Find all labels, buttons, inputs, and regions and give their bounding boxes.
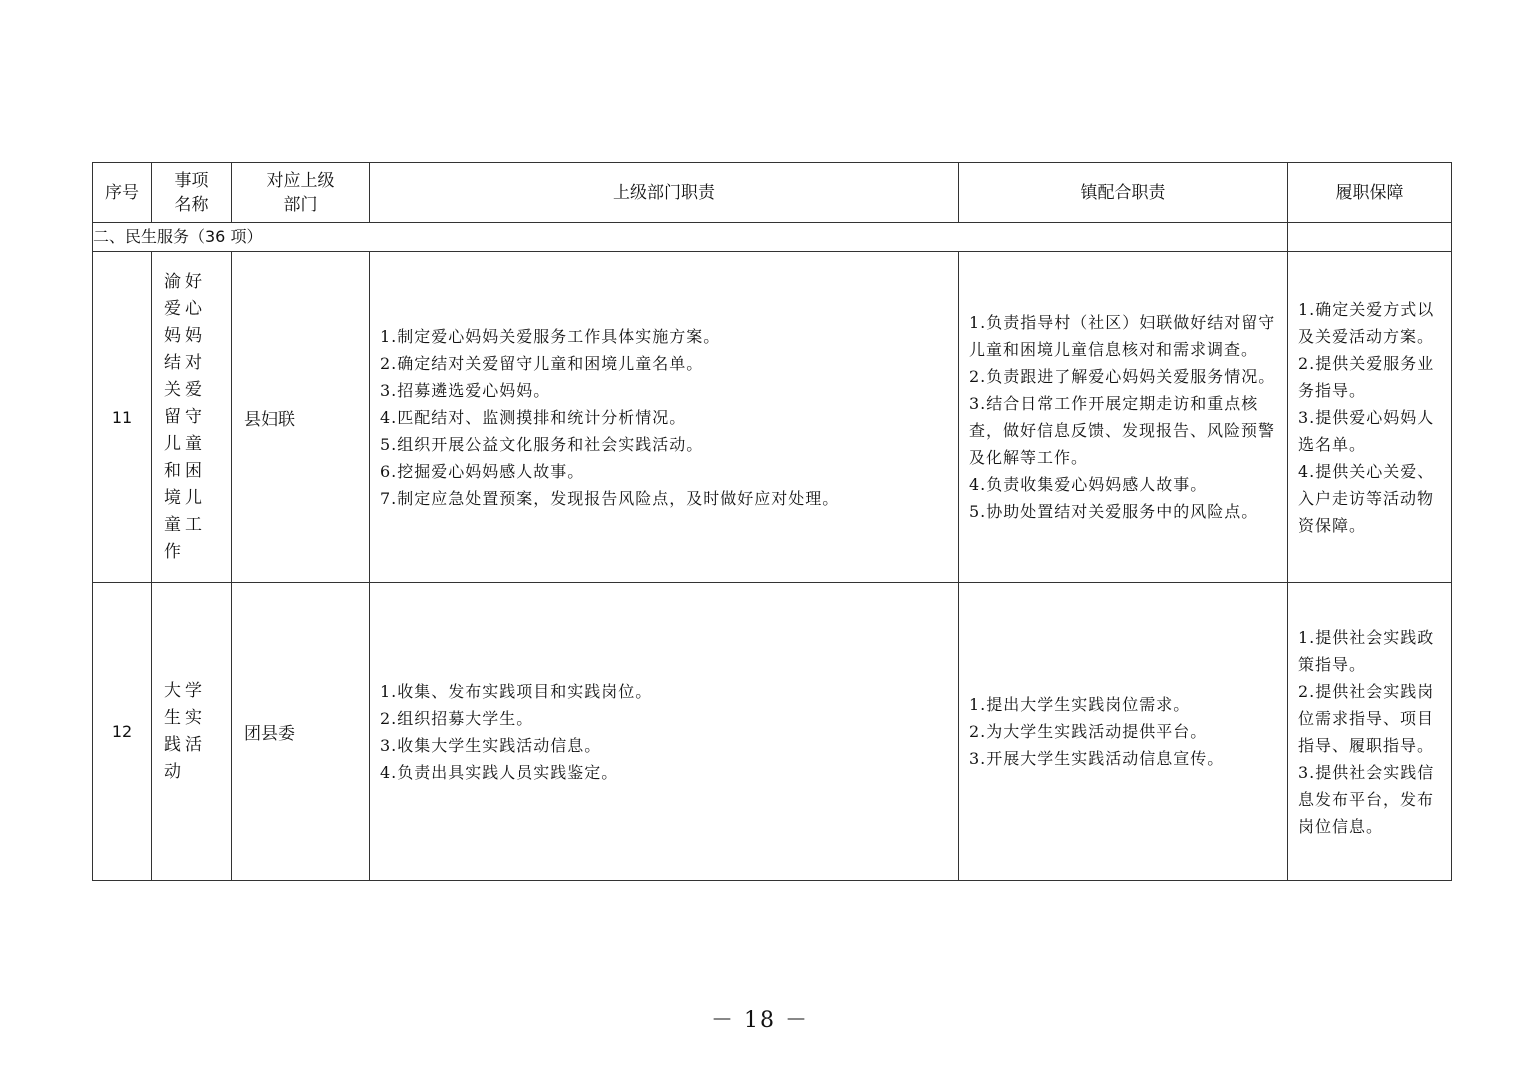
duty-table [92,162,1452,881]
page-number: － 18 － [711,1008,809,1033]
row-town-duties [959,583,1288,881]
row-dept: 县妇联 [244,409,295,430]
row-index: 12 [93,583,152,881]
list-line: 3.提供爱心妈妈人选名单。 [1298,407,1435,454]
table-row [93,583,1452,881]
list-line: 1.提出大学生实践岗位需求。 [969,695,1191,714]
section-title: 二、民生服务（36 项） [93,223,1288,252]
header-item-name: 事项 名称 [152,163,232,223]
header-town-duties: 镇配合职责 [959,163,1288,223]
list-line: 2.组织招募大学生。 [380,708,534,728]
header-upper-duties: 上级部门职责 [370,163,959,223]
row-item-name: 渝好爱心妈妈结对关爱留守儿童和困境儿童工作 [164,271,206,562]
list-line: 4.负责收集爱心妈妈感人故事。 [969,475,1208,494]
row-upper-duties [370,583,959,881]
row-item-name-cell [152,583,232,881]
list-line: 4.匹配结对、监测摸排和统计分析情况。 [380,407,687,427]
header-upper-dept: 对应上级 部门 [232,163,370,223]
header-index: 序号 [93,163,152,223]
list-line: 2.提供社会实践岗位需求指导、项目指导、履职指导。 [1298,681,1435,755]
list-line: 3.结合日常工作开展定期走访和重点核查，做好信息反馈、发现报告、风险预警及化解等工作。 [969,394,1276,467]
row-index: 11 [93,252,152,583]
list-line: 5.组织开展公益文化服务和社会实践活动。 [380,434,704,454]
list-line: 4.提供关心关爱、入户走访等活动物资保障。 [1298,461,1435,535]
table-row [93,252,1452,583]
section-row [93,223,1452,252]
header-guarantees: 履职保障 [1288,163,1452,223]
row-dept-cell [232,252,370,583]
row-guarantees [1288,252,1452,583]
list-line: 2.确定结对关爱留守儿童和困境儿童名单。 [380,353,704,373]
row-guarantees [1288,583,1452,881]
list-line: 2.为大学生实践活动提供平台。 [969,722,1208,741]
list-line: 1.确定关爱方式以及关爱活动方案。 [1298,299,1435,346]
list-line: 1.收集、发布实践项目和实践岗位。 [380,681,653,701]
row-dept-cell [232,583,370,881]
list-line: 2.负责跟进了解爱心妈妈关爱服务情况。 [969,367,1276,386]
list-line: 6.挖掘爱心妈妈感人故事。 [380,461,585,481]
list-line: 7.制定应急处置预案，发现报告风险点，及时做好应对处理。 [380,488,840,508]
list-line: 3.开展大学生实践活动信息宣传。 [969,749,1225,768]
list-line: 3.收集大学生实践活动信息。 [380,735,602,755]
row-item-name: 大学生实践活动 [164,680,206,782]
header-row [93,163,1452,223]
row-upper-duties [370,252,959,583]
row-item-name-cell [152,252,232,583]
list-line: 2.提供关爱服务业务指导。 [1298,353,1435,400]
list-line: 4.负责出具实践人员实践鉴定。 [380,762,619,782]
section-empty-cell [1288,223,1452,252]
list-line: 5.协助处置结对关爱服务中的风险点。 [969,502,1259,521]
row-dept: 团县委 [244,724,295,744]
list-line: 3.提供社会实践信息发布平台，发布岗位信息。 [1298,762,1435,836]
list-line: 1.提供社会实践政策指导。 [1298,627,1435,674]
list-line: 1.负责指导村（社区）妇联做好结对留守儿童和困境儿童信息核对和需求调查。 [969,313,1276,359]
list-line: 1.制定爱心妈妈关爱服务工作具体实施方案。 [380,326,721,346]
row-town-duties [959,252,1288,583]
list-line: 3.招募遴选爱心妈妈。 [380,380,551,400]
